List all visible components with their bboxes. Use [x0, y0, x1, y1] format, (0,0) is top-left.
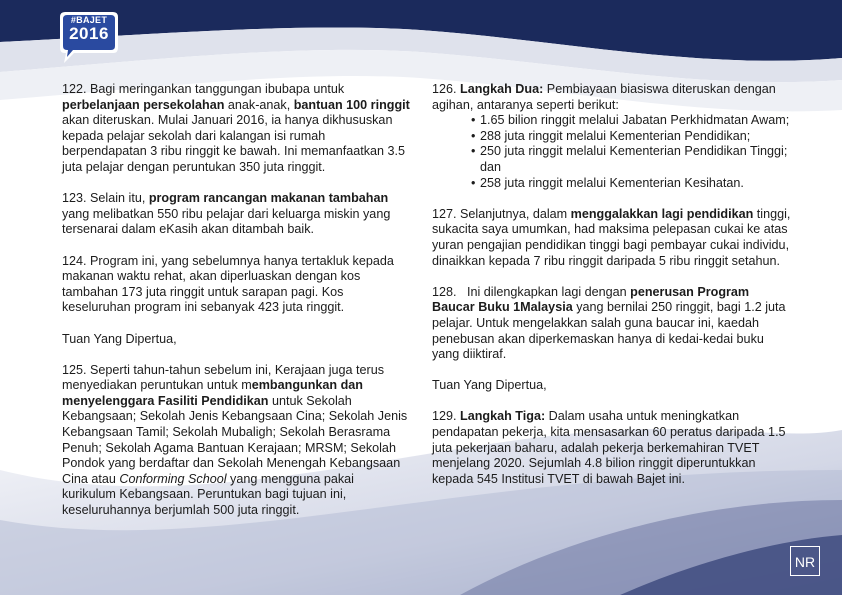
list-item: • 258 juta ringgit melalui Kementerian Kesihatan. [472, 176, 792, 192]
logo-year: 2016 [69, 24, 109, 43]
paragraph-125: 125. Seperti tahun-tahun sebelum ini, Kerajaan juga terus menyediakan peruntukan untuk membangunkan dan menyelenggara Fasiliti Pendidikan untuk Sekolah Kebangsaan; Sekolah Jenis Kebangsaan Cina; Sekolah Jenis Kebangsaan Tamil; Sekolah Mubaligh; Sekolah Berasrama Penuh; Sekolah Agama Bantuan Kerajaan; MRSM; Sekolah Pondok yang berdaftar dan Sekolah Menengah Kebangsaan Cina atau Conforming School yang mengguna pakai kurikulum Kebangsaan. Peruntukan bagi tujuan ini, keseluruhannya berjumlah 500 juta ringgit. [62, 362, 408, 518]
paragraph-126: 126. Langkah Dua: Pembiayaan biasiswa diteruskan dengan agihan, antaranya seperti berikut: [432, 82, 776, 112]
salutation: Tuan Yang Dipertua, [432, 378, 547, 393]
paragraph-128: 128. Ini dilengkapkan lagi dengan penerusan Program Baucar Buku 1Malaysia yang bernilai 250 ringgit, bagi 1.2 juta pelajar. Untuk mengelakkan salah guna baucar ini, kaedah penebusan akan diperkemaskan hanya di kedai-kedai buku yang diiktiraf. [432, 284, 786, 362]
salutation: Tuan Yang Dipertua, [62, 331, 177, 346]
paragraph-127: 127. Selanjutnya, dalam menggalakkan lagi pendidikan tinggi, sukacita saya umumkan, had maksima pelepasan cukai ke atas yuran pengajian pendidikan tinggi bagi pembayar cukai individu, dinaikkan kepada 7 ribu ringgit daripada 5 ribu ringgit setahun. [432, 206, 791, 268]
right-column [432, 82, 792, 503]
left-column [62, 82, 410, 534]
nr-watermark-logo: NR [790, 546, 820, 576]
scholarship-list [432, 113, 792, 191]
list-item: • 250 juta ringgit melalui Kementerian Pendidikan Tinggi; dan [472, 144, 792, 175]
list-item: • 288 juta ringgit melalui Kementerian Pendidikan; [472, 129, 792, 145]
logo-hashtag: #BAJET [70, 15, 108, 25]
paragraph-129: 129. Langkah Tiga: Dalam usaha untuk meningkatkan pendapatan pekerja, kita mensasarkan 60 peratus daripada 1.5 juta pekerjaan baharu, adalah pekerja berkemahiran TVET menjelang 2020. Sejumlah 4.8 bilion ringgit diperuntukkan kepada 545 Institusi TVET di bawah Bajet ini. [432, 409, 786, 486]
bajet-2016-logo [60, 12, 118, 64]
paragraph-124: 124. Program ini, yang sebelumnya hanya tertakluk kepada makanan waktu rehat, akan diperluaskan dengan kos tambahan 173 juta ringgit untuk sarapan pagi. Kos keseluruhan program ini sebanyak 423 juta ringgit. [62, 253, 394, 315]
paragraph-123: 123. Selain itu, program rancangan makanan tambahan yang melibatkan 550 ribu pelajar dari keluarga miskin yang tersenarai dalam eKasih akan ditambah baik. [62, 191, 391, 237]
list-item: • 1.65 bilion ringgit melalui Jabatan Perkhidmatan Awam; [472, 113, 792, 129]
paragraph-122: 122. Bagi meringankan tanggungan ibubapa untuk perbelanjaan persekolahan anak-anak, bantuan 100 ringgit akan diteruskan. Mulai Januari 2016, ia hanya dikhususkan kepada pelajar sekolah dari kalangan isi rumah berpendapatan 3 ribu ringgit ke bawah. Ini memanfaatkan 3.5 juta pelajar dengan peruntukan 350 juta ringgit. [62, 82, 410, 174]
